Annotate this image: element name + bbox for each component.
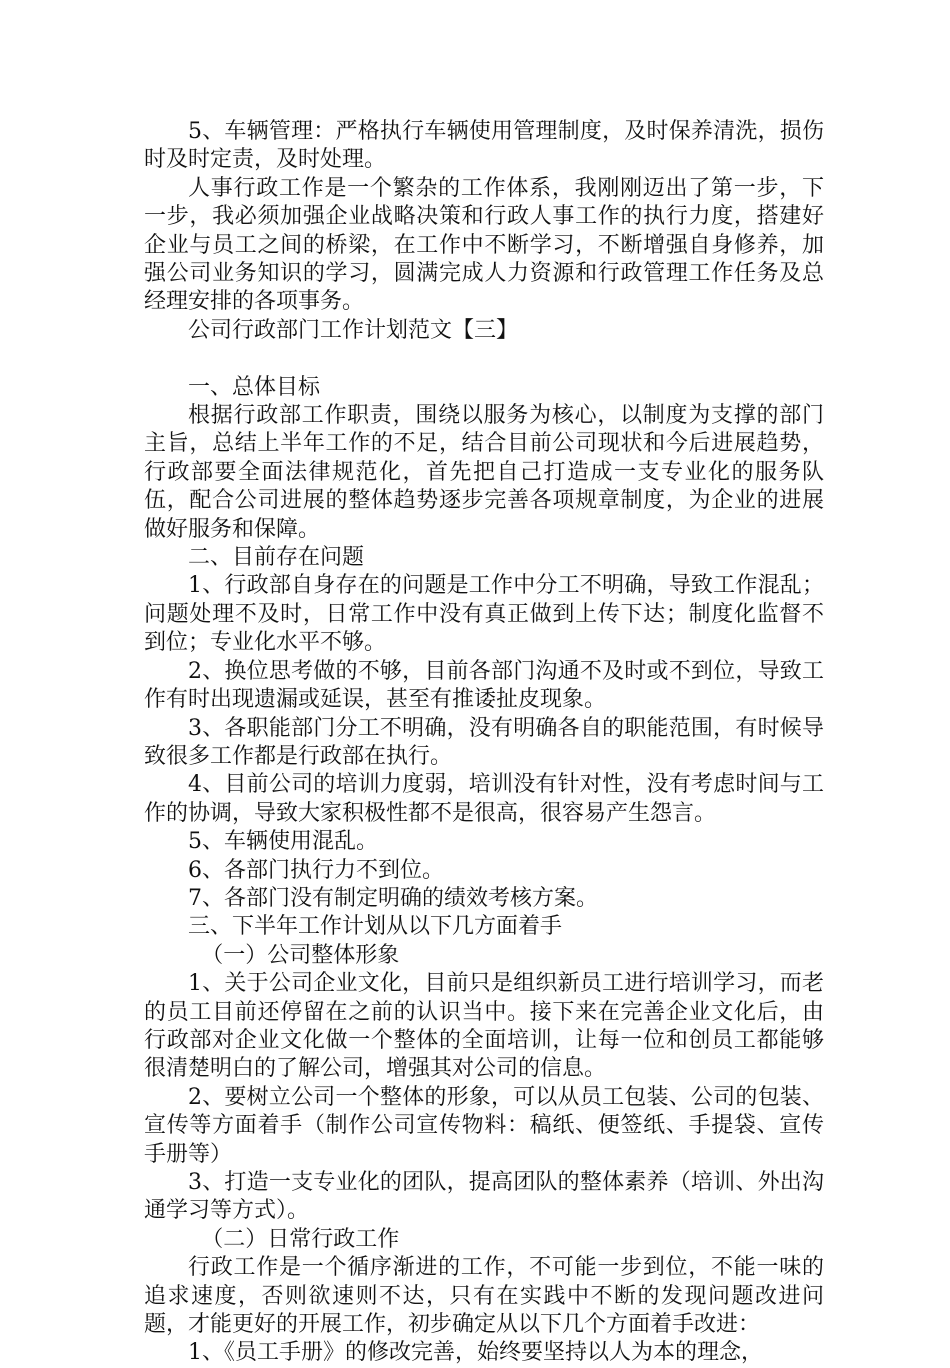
blank-line xyxy=(144,345,824,373)
heading-current-problems: 二、目前存在问题 xyxy=(188,545,365,571)
document-page xyxy=(144,118,824,1368)
subheading-daily-admin: （二）日常行政工作 xyxy=(201,1226,400,1252)
problem-item-7: 7、各部门没有制定明确的绩效考核方案。 xyxy=(188,885,598,911)
problem-item-4: 4、目前公司的培训力度弱，培训没有针对性，没有考虑时间与工作的协调，导致大家积极性都不是很高，很容易产生怨言。 xyxy=(144,772,824,826)
problem-item-1: 1、行政部自身存在的问题是工作中分工不明确，导致工作混乱；问题处理不及时，日常工作中没有真正做到上传下达；制度化监督不到位；专业化水平不够。 xyxy=(144,573,824,656)
section-title-plan-three: 公司行政部门工作计划范文【三】 xyxy=(188,317,519,343)
image-item-1: 1、关于公司企业文化，目前只是组织新员工进行培训学习，而老的员工目前还停留在之前的认识当中。接下来在完善企业文化后，由行政部对企业文化做一个整体的全面培训，让每一位和创员工都能够很清楚明白的了解公司，增强其对公司的信息。 xyxy=(144,971,824,1082)
image-item-3: 3、打造一支专业化的团队，提高团队的整体素养（培训、外出沟通学习等方式）。 xyxy=(144,1170,824,1224)
subheading-company-image: （一）公司整体形象 xyxy=(201,942,400,968)
paragraph-daily-admin: 行政工作是一个循序渐进的工作，不可能一步到位，不能一味的追求速度，否则欲速则不达，只有在实践中不断的发现问题改进问题，才能更好的开展工作，初步确定从以下几个方面着手改进： xyxy=(144,1255,824,1338)
problem-item-5: 5、车辆使用混乱。 xyxy=(188,829,378,855)
daily-admin-item-1: 1、《员工手册》的修改完善，始终要坚持以人为本的理念， xyxy=(188,1340,763,1366)
paragraph-hr-summary: 人事行政工作是一个繁杂的工作体系，我刚刚迈出了第一步，下一步，我必须加强企业战略决策和行政人事工作的执行力度，搭建好企业与员工之间的桥梁，在工作中不断学习，不断增强自身修养，加强公司业务知识的学习，圆满完成人力资源和行政管理工作任务及总经理安排的各项事务。 xyxy=(144,175,824,315)
image-item-2: 2、要树立公司一个整体的形象，可以从员工包装、公司的包装、宣传等方面着手（制作公司宣传物料：稿纸、便签纸、手提袋、宣传手册等） xyxy=(144,1084,824,1167)
problem-item-2: 2、换位思考做的不够，目前各部门沟通不及时或不到位，导致工作有时出现遗漏或延误，甚至有推诿扯皮现象。 xyxy=(144,658,824,713)
paragraph-overall-goal: 根据行政部工作职责，围绕以服务为核心，以制度为支撑的部门主旨，总结上半年工作的不足，结合目前公司现状和今后进展趋势，行政部要全面法律规范化，首先把自己打造成一支专业化的服务队伍，配合公司进展的整体趋势逐步完善各项规章制度，为企业的进展做好服务和保障。 xyxy=(144,403,824,542)
heading-overall-goal: 一、总体目标 xyxy=(188,374,321,400)
heading-second-half-plan: 三、下半年工作计划从以下几方面着手 xyxy=(188,914,563,940)
problem-item-3: 3、各职能部门分工不明确，没有明确各自的职能范围，有时候导致很多工作都是行政部在执行。 xyxy=(144,715,824,769)
problem-item-6: 6、各部门执行力不到位。 xyxy=(188,857,444,883)
paragraph-vehicle-management: 5、车辆管理：严格执行车辆使用管理制度，及时保养清洗，损伤时及时定责，及时处理。 xyxy=(144,119,824,173)
